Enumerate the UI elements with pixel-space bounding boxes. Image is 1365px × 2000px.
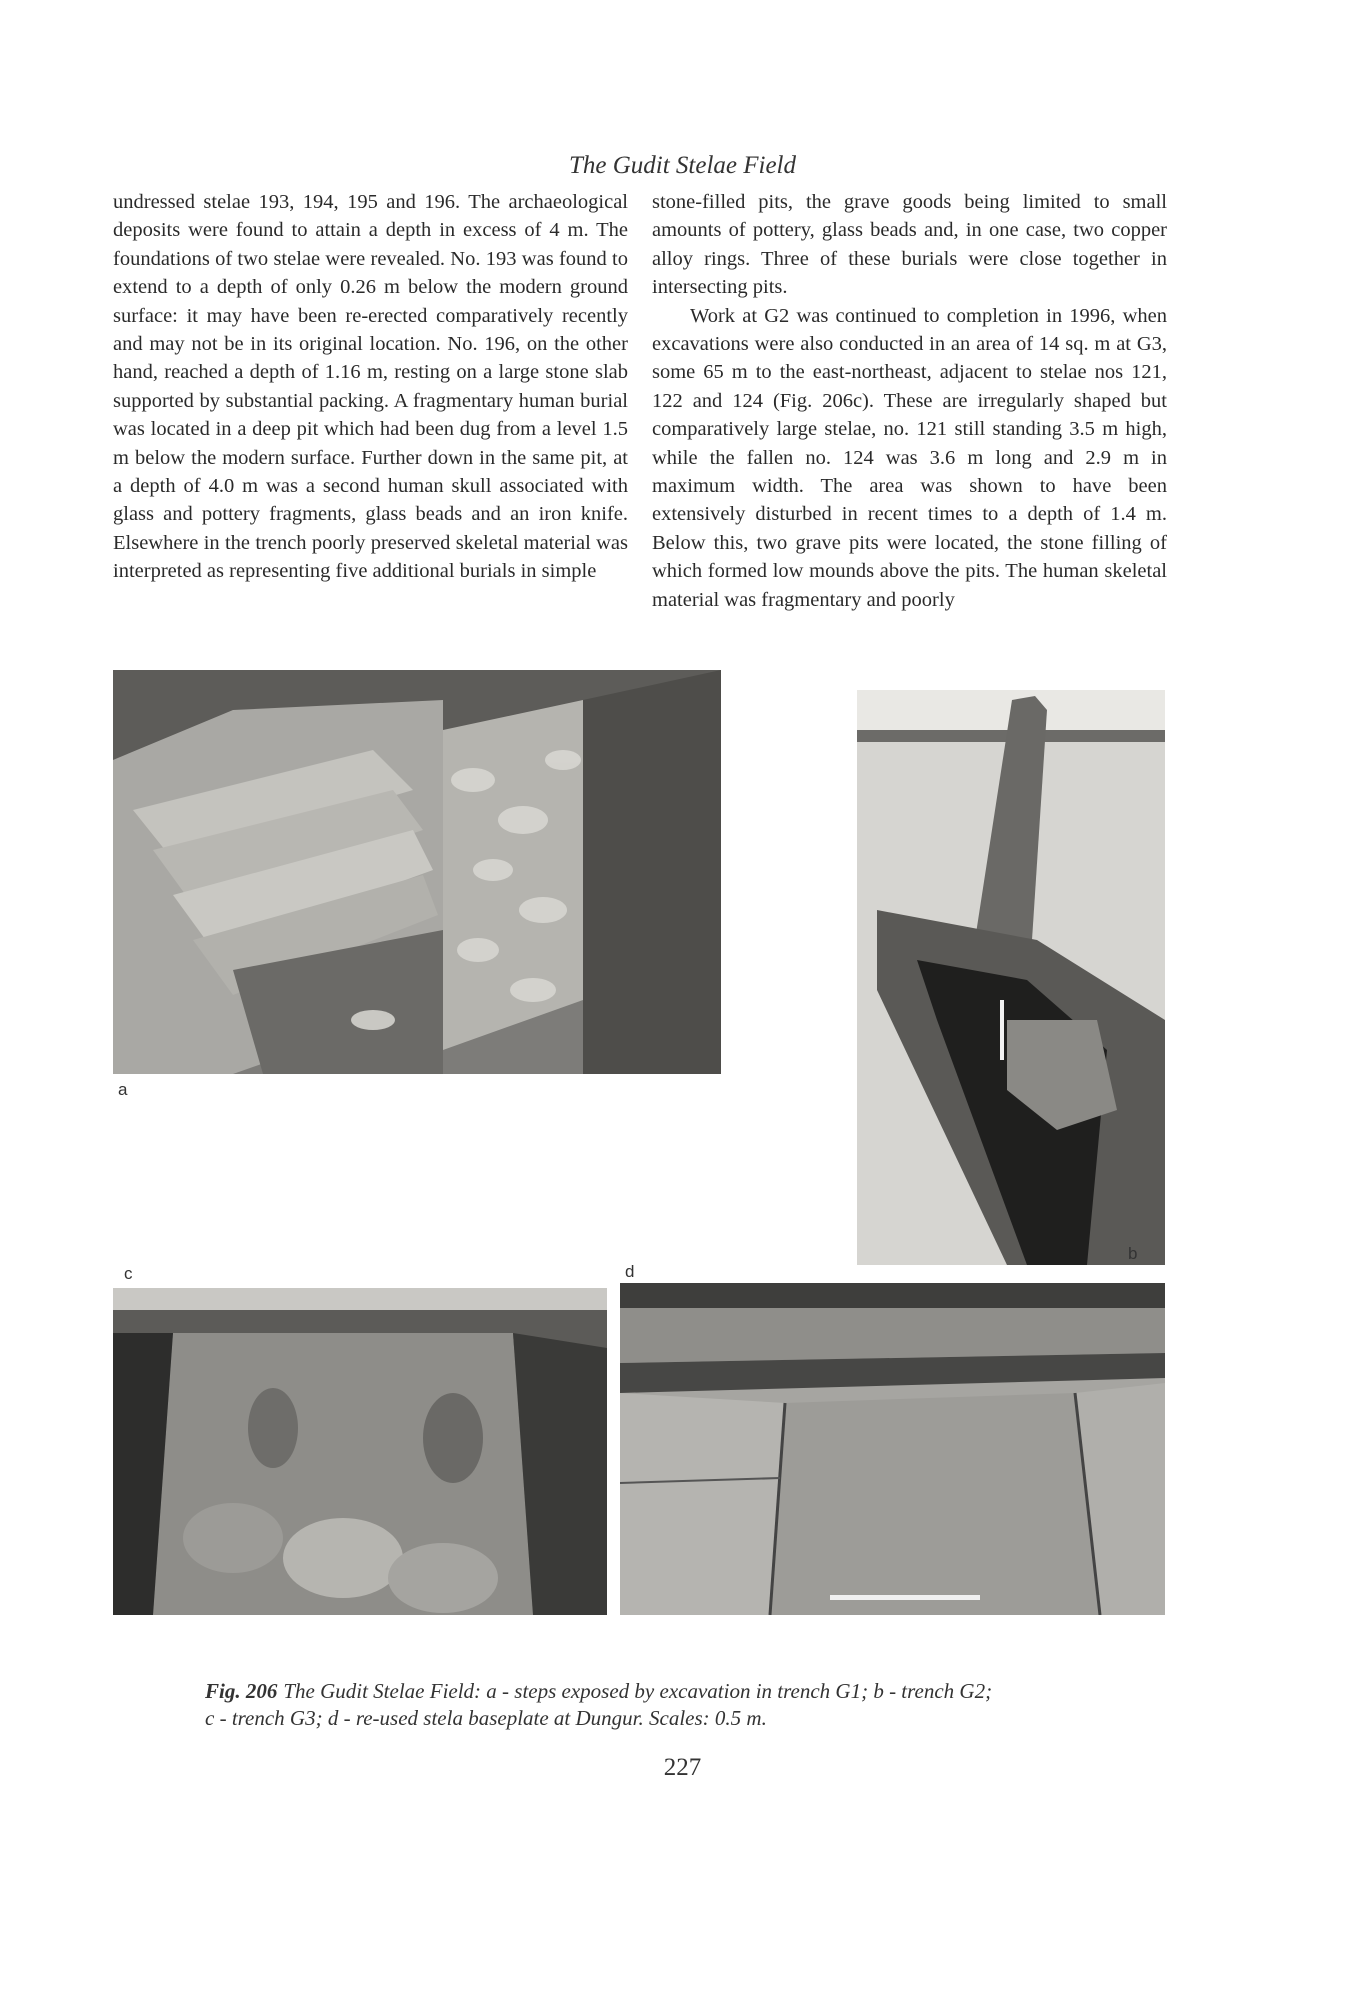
running-head: The Gudit Stelae Field	[568, 152, 797, 179]
photo-c-trench-g3	[113, 1288, 607, 1615]
photo-b-trench-g2	[857, 690, 1165, 1265]
figure-caption	[205, 1678, 1205, 1732]
left-column	[113, 188, 628, 586]
photo-label-b: b	[1128, 1244, 1138, 1263]
figure-caption-line-2: c - trench G3; d - re-used stela baseplate at Dungur. Scales: 0.5 m.	[205, 1706, 767, 1730]
left-column-text: undressed stelae 193, 194, 195 and 196. The archaeological deposits were found to attain a depth in excess of 4 m. The foundations of two stelae were revealed. No. 193 was found to extend to a depth of only 0.26 m below the modern ground surface: it may have been re-erected comparatively recently and may not be in its original location. No. 196, on the other hand, reached a depth of 1.16 m, resting on a large stone slab supported by substantial packing. A fragmentary human burial was located in a deep pit which had been dug from a level 1.5 m below the modern surface. Further down in the same pit, at a depth of 4.0 m was a second human skull associated with glass and pottery fragments, glass beads and an iron knife. Elsewhere in the trench poorly preserved skeletal material was interpreted as representing five additional burials in simple	[113, 191, 628, 583]
photo-a-steps-trench-g1	[113, 670, 721, 1074]
photo-label-a: a	[118, 1080, 128, 1099]
right-column	[652, 188, 1167, 614]
right-column-paragraph-2: Work at G2 was continued to completion in 1996, when excavations were also conducted in an area of 14 sq. m at G3, some 65 m to the east-northeast, adjacent to stelae nos 121, 122 and 124 (Fig. 206c). These are irregularly shaped but comparatively large stelae, no. 121 still standing 3.5 m high, while the fallen no. 124 was 3.6 m long and 2.9 m in maximum width. The area was shown to have been extensively disturbed in recent times to a depth of 1.4 m. Below this, two grave pits were located, the stone filling of which formed low mounds above the pits. The human skeletal material was fragmentary and poorly	[652, 304, 1167, 611]
figure-number: Fig. 206	[205, 1679, 278, 1703]
right-column-paragraph-1: stone-filled pits, the grave goods being limited to small amounts of pottery, glass beads and, in one case, two copper alloy rings. Three of these burials were close together in intersecting pits.	[652, 191, 1167, 299]
figure-caption-line-1: The Gudit Stelae Field: a - steps exposed by excavation in trench G1; b - trench G2;	[283, 1679, 993, 1703]
photo-label-d: d	[625, 1262, 635, 1281]
photo-label-c: c	[124, 1264, 133, 1283]
page-number: 227	[663, 1754, 702, 1781]
photo-d-stela-baseplate-dungur	[620, 1283, 1165, 1615]
